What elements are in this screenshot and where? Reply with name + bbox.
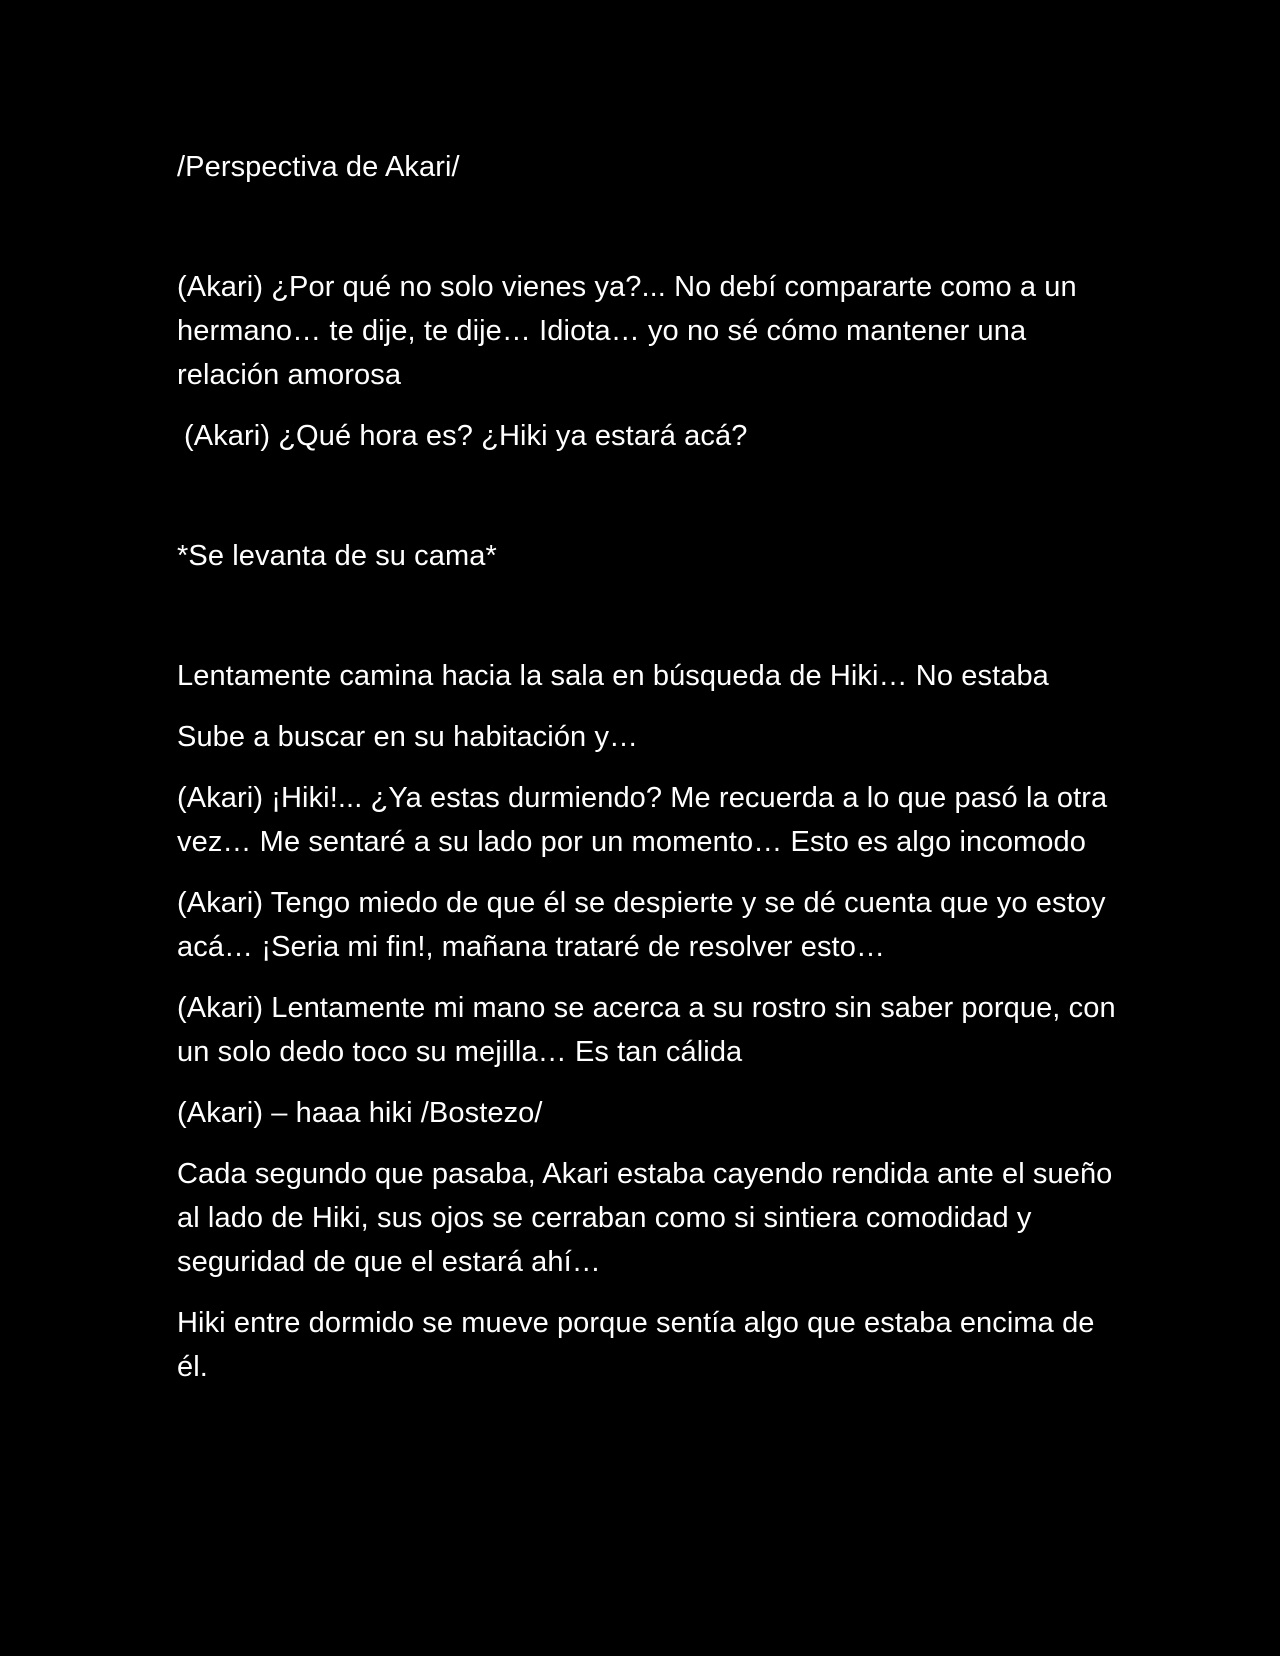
paragraph: Hiki entre dormido se mueve porque sentía algo que estaba encima de él. [177, 1307, 1095, 1383]
section-heading: /Perspectiva de Akari/ [177, 151, 460, 183]
paragraph: Lentamente camina hacia la sala en búsqueda de Hiki… No estaba [177, 660, 1049, 692]
paragraph: (Akari) – haaa hiki /Bostezo/ [177, 1097, 543, 1129]
paragraph: Cada segundo que pasaba, Akari estaba cayendo rendida ante el sueño al lado de Hiki, sus ojos se cerraban como si sintiera comodidad y seguridad de que el estará ahí… [177, 1158, 1113, 1278]
paragraph: (Akari) ¿Por qué no solo vienes ya?... No debí compararte como a un hermano… te dije, te dije… Idiota… yo no sé cómo mantener una relación amorosa [177, 271, 1077, 391]
paragraph: (Akari) ¿Qué hora es? ¿Hiki ya estará acá? [184, 420, 748, 452]
stage-direction: *Se levanta de su cama* [177, 540, 497, 572]
paragraph: (Akari) Lentamente mi mano se acerca a su rostro sin saber porque, con un solo dedo toco su mejilla… Es tan cálida [177, 992, 1116, 1068]
document-body [177, 145, 1117, 1389]
paragraph: (Akari) ¡Hiki!... ¿Ya estas durmiendo? Me recuerda a lo que pasó la otra vez… Me sentaré a su lado por un momento… Esto es algo incomodo [177, 782, 1108, 858]
paragraph: Sube a buscar en su habitación y… [177, 721, 639, 753]
paragraph: (Akari) Tengo miedo de que él se despierte y se dé cuenta que yo estoy acá… ¡Seria mi fin!, mañana trataré de resolver esto… [177, 887, 1106, 963]
